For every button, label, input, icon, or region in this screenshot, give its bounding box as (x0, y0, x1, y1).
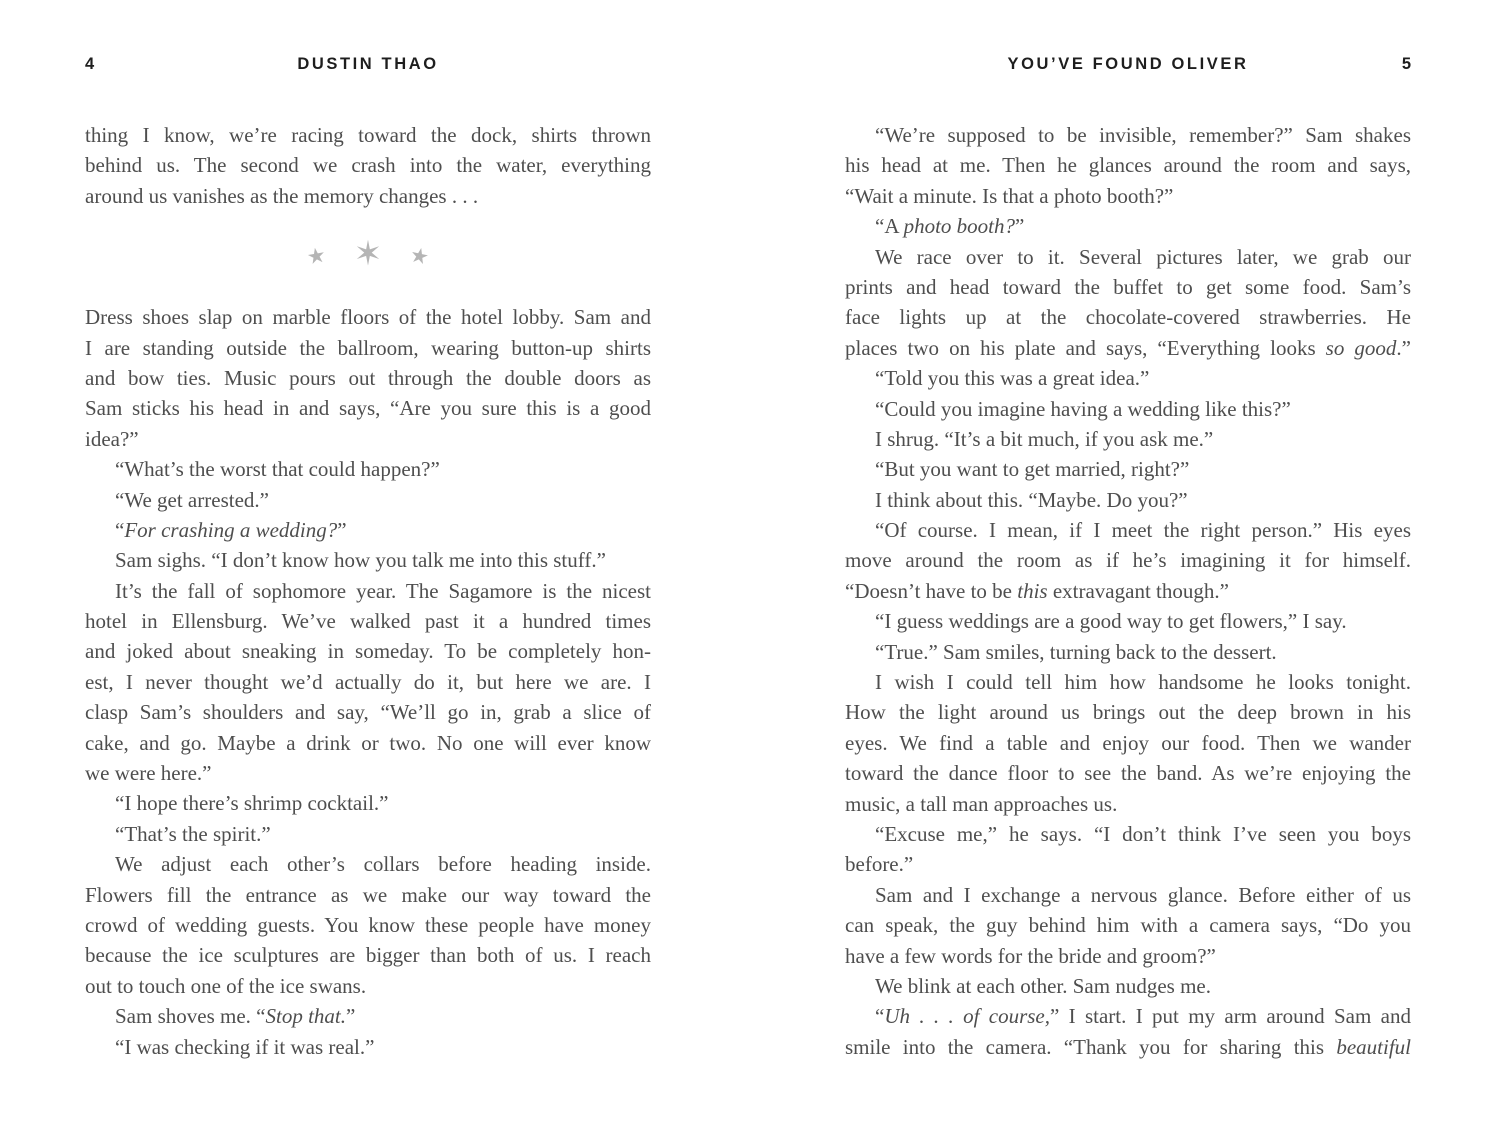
text-line: “That’s the spirit.” (115, 821, 271, 846)
text-line: “Of course. I mean, if I meet the right person.” His eyes (875, 518, 1411, 543)
star-icon: ★ (304, 242, 328, 270)
text-line: Sam and I exchange a nervous glance. Before either of us (875, 882, 1411, 907)
page-right-header (845, 55, 1411, 79)
text-line: cake, and go. Maybe a drink or two. No one will ever know (85, 730, 651, 755)
text-line: Sam sticks his head in and says, “Are you sure this is a good (85, 396, 651, 421)
text-line: “I was checking if it was real.” (115, 1034, 375, 1059)
text-line: I think about this. “Maybe. Do you?” (875, 487, 1188, 512)
text-line: “I hope there’s shrimp cocktail.” (115, 791, 389, 816)
text-line: “Told you this was a great idea.” (875, 366, 1150, 391)
text-line: thing I know, we’re racing toward the dock, shirts thrown (85, 123, 651, 147)
text-line: smile into the camera. “Thank you for sharing this beautiful (845, 1034, 1411, 1059)
text-line: “A photo booth?” (875, 214, 1025, 239)
text-line: toward the dance floor to see the band. As we’re enjoying the (845, 761, 1411, 786)
text-line: his head at me. Then he glances around the room and says, (845, 153, 1411, 178)
text-line: “Excuse me,” he says. “I don’t think I’ve seen you boys (875, 821, 1411, 846)
star-icon: ★ (408, 242, 432, 270)
text-line: hotel in Ellensburg. We’ve walked past it a hundred times (85, 609, 651, 634)
text-line: How the light around us brings out the deep brown in his (845, 700, 1411, 725)
text-line: “True.” Sam smiles, turning back to the dessert. (875, 639, 1277, 664)
page-left (85, 0, 651, 1137)
text-line: out to touch one of the ice swans. (85, 973, 367, 998)
star-icon: ✶ (353, 235, 383, 273)
text-line: We blink at each other. Sam nudges me. (875, 973, 1211, 998)
text-line: because the ice sculptures are bigger than both of us. I reach (85, 943, 651, 968)
page-left-header (85, 55, 651, 79)
text-line: “For crashing a wedding?” (115, 517, 347, 542)
page-right (845, 0, 1411, 1137)
text-line: We adjust each other’s collars before heading inside. (115, 852, 651, 877)
text-line: “Uh . . . of course,” I start. I put my arm around Sam and (875, 1004, 1411, 1029)
text-line: Dress shoes slap on marble floors of the hotel lobby. Sam and (85, 305, 651, 330)
text-line: behind us. The second we crash into the water, everything (85, 153, 651, 178)
page-right-body (845, 120, 1411, 1062)
page-left-body (85, 120, 651, 1062)
text-line: I wish I could tell him how handsome he looks tonight. (875, 670, 1411, 695)
running-head-title: YOU’VE FOUND OLIVER (1007, 55, 1249, 73)
text-line: have a few words for the bride and groom?” (845, 943, 1216, 968)
text-line: Flowers fill the entrance as we make our way toward the (85, 882, 651, 907)
text-line: prints and head toward the buffet to get some food. Sam’s (845, 274, 1411, 299)
text-line: before.” (845, 852, 914, 877)
text-line: “We’re supposed to be invisible, remember?” Sam shakes (875, 123, 1411, 147)
scene-break-divider (85, 211, 651, 302)
text-line: move around the room as if he’s imagining it for himself. (845, 548, 1411, 573)
text-line: est, I never thought we’d actually do it, but here we are. I (85, 669, 651, 694)
text-line: Sam shoves me. “Stop that.” (115, 1004, 356, 1029)
text-line: “Wait a minute. Is that a photo booth?” (845, 183, 1174, 208)
text-line: idea?” (85, 426, 139, 451)
text-line: “I guess weddings are a good way to get flowers,” I say. (875, 609, 1347, 634)
text-line: eyes. We find a table and enjoy our food. Then we wander (845, 730, 1411, 755)
text-line: “What’s the worst that could happen?” (115, 457, 440, 482)
text-line: crowd of wedding guests. You know these people have money (85, 912, 651, 937)
text-line: “We get arrested.” (115, 487, 269, 512)
text-line: can speak, the guy behind him with a camera says, “Do you (845, 913, 1411, 938)
text-line: and bow ties. Music pours out through the double doors as (85, 365, 651, 390)
text-line: Sam sighs. “I don’t know how you talk me into this stuff.” (115, 548, 606, 573)
text-line: We race over to it. Several pictures later, we grab our (875, 244, 1411, 269)
text-line: music, a tall man approaches us. (845, 791, 1118, 816)
text-line: and joked about sneaking in someday. To be completely hon- (85, 639, 651, 664)
text-line: clasp Sam’s shoulders and say, “We’ll go in, grab a slice of (85, 700, 651, 725)
text-line: “But you want to get married, right?” (875, 457, 1190, 482)
text-line: “Could you imagine having a wedding like this?” (875, 396, 1291, 421)
text-line: we were here.” (85, 761, 212, 786)
page-number-left: 4 (85, 55, 95, 73)
text-line: “Doesn’t have to be this extravagant though.” (845, 578, 1229, 603)
page-number-right: 5 (1401, 55, 1411, 73)
text-line: It’s the fall of sophomore year. The Sagamore is the nicest (115, 578, 651, 603)
text-line: face lights up at the chocolate-covered strawberries. He (845, 305, 1411, 330)
running-head-author: DUSTIN THAO (297, 55, 439, 73)
text-line: I are standing outside the ballroom, wearing button-up shirts (85, 335, 651, 360)
text-line: places two on his plate and says, “Everything looks so good.” (845, 335, 1411, 360)
text-line: I shrug. “It’s a bit much, if you ask me.” (875, 426, 1214, 451)
text-line: around us vanishes as the memory changes . . . (85, 183, 479, 208)
